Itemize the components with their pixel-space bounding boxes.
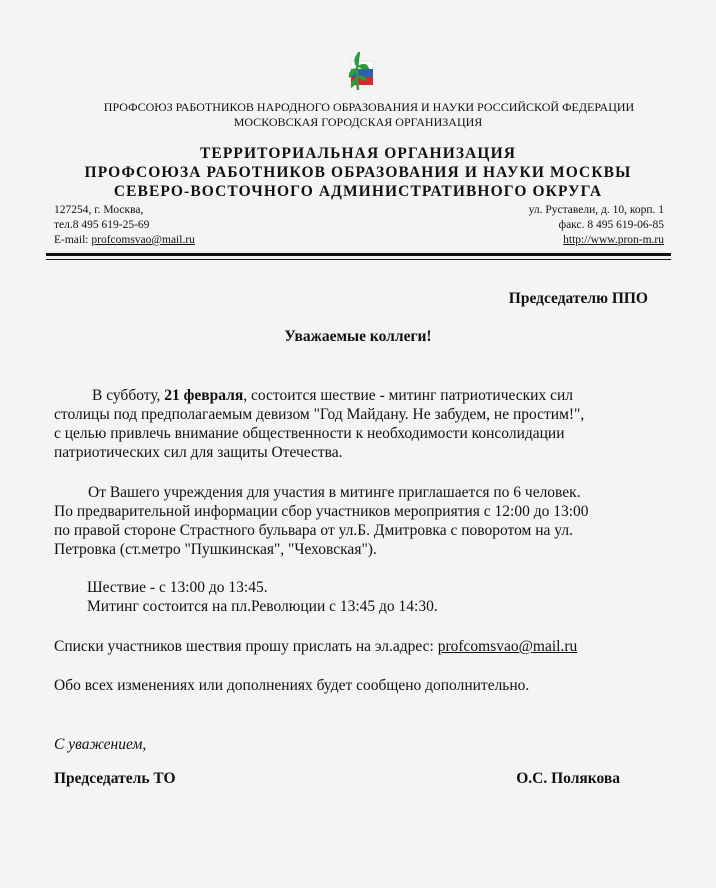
rally-time: Митинг состоится на пл.Революции с 13:45 до 14:30.: [87, 598, 438, 615]
lists-instruction: [54, 637, 577, 656]
p2-line3: по правой стороне Страстного бульвара от ул.Б. Дмитровка с поворотом на ул.: [54, 522, 573, 539]
p1-prefix: В субботу,: [92, 387, 165, 404]
p1-line2: столицы под предполагаемым девизом "Год Майдану. Не забудем, не простим!",: [54, 406, 585, 423]
union-name-line: ПРОФСОЮЗ РАБОТНИКОВ НАРОДНОГО ОБРАЗОВАНИЯ И НАУКИ РОССИЙСКОЙ ФЕДЕРАЦИИ: [103, 100, 635, 114]
email-line: [54, 233, 195, 248]
p1-line1-rest: , состоится шествие - митинг патриотических сил: [243, 387, 573, 404]
union-logo-icon: [342, 44, 378, 94]
email-label: E-mail:: [54, 234, 92, 246]
phone-number: тел.8 495 619-25-69: [54, 219, 150, 231]
schedule: [87, 578, 438, 616]
paragraph-event: [54, 386, 674, 462]
lists-email-link[interactable]: profcomsvao@mail.ru: [437, 638, 578, 655]
lists-text: Списки участников шествия прошу прислать на эл.адрес:: [54, 638, 438, 655]
changes-notice: Обо всех изменениях или дополнениях будет сообщено дополнительно.: [54, 677, 530, 694]
procession-time: Шествие - с 13:00 до 13:45.: [87, 579, 268, 596]
p1-line4: патриотических сил для защиты Отечества.: [54, 444, 343, 461]
fax-number: факс. 8 495 619-06-85: [558, 219, 664, 231]
recipient: Председателю ППО: [508, 290, 648, 307]
header-divider-thin: [46, 259, 671, 260]
p2-line2: По предварительной информации сбор участников мероприятия с 12:00 до 13:00: [54, 503, 589, 520]
org-title-line-3: СЕВЕРО-ВОСТОЧНОГО АДМИНИСТРАТИВНОГО ОКРУГА: [113, 183, 603, 200]
p2-line4: Петровка (ст.метро "Пушкинская", "Чеховская").: [54, 541, 377, 558]
paragraph-participation: [54, 483, 674, 559]
signatory-position: Председатель ТО: [54, 770, 176, 787]
header-divider-thick: [46, 253, 671, 256]
p2-line1: От Вашего учреждения для участия в митинге приглашается по 6 человек.: [88, 484, 581, 501]
email-link[interactable]: profcomsvao@mail.ru: [91, 234, 195, 246]
p1-line3: с целью привлечь внимание общественности к необходимости консолидации: [54, 425, 565, 442]
street-address: ул. Руставели, д. 10, корп. 1: [528, 204, 664, 216]
website-link[interactable]: http://www.pron-m.ru: [563, 234, 664, 246]
address-block-right: [529, 203, 664, 248]
city-organization-line: МОСКОВСКАЯ ГОРОДСКАЯ ОРГАНИЗАЦИЯ: [233, 115, 483, 129]
closing: С уважением,: [54, 736, 147, 753]
address-block-left: [54, 203, 195, 248]
org-title-line-2: ПРОФСОЮЗА РАБОТНИКОВ ОБРАЗОВАНИЯ И НАУКИ МОСКВЫ: [84, 164, 632, 181]
event-date: 21 февраля: [164, 387, 244, 404]
greeting: Уважаемые коллеги!: [284, 328, 432, 345]
postal-address: 127254, г. Москва,: [54, 204, 144, 216]
signatory-name: О.С. Полякова: [516, 770, 620, 787]
org-title-line-1: ТЕРРИТОРИАЛЬНАЯ ОРГАНИЗАЦИЯ: [199, 145, 517, 162]
